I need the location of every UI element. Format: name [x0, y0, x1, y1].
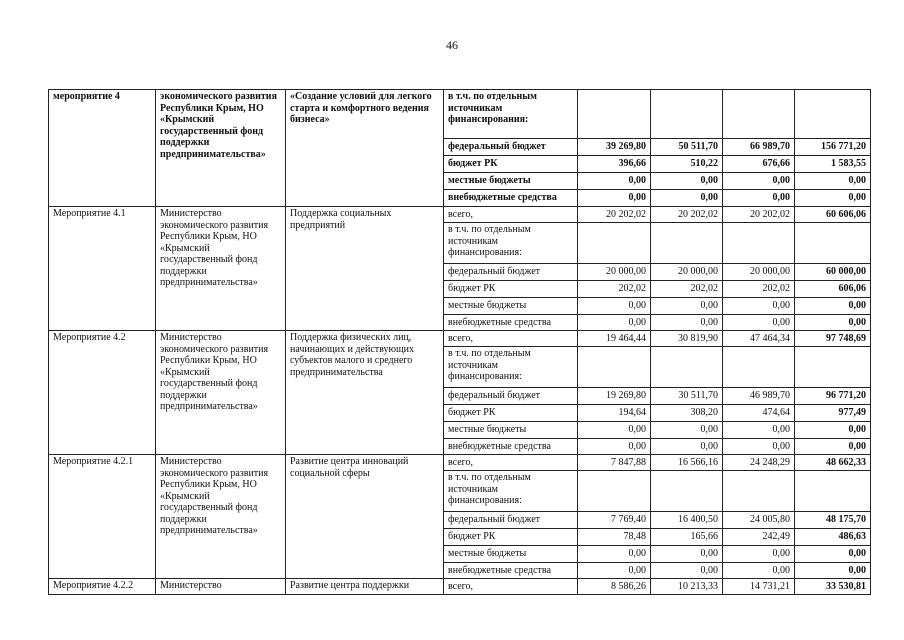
- year-value-cell: 202,02: [578, 281, 651, 298]
- year-value-cell: 194,64: [578, 405, 651, 422]
- year-value-cell: 0,00: [578, 439, 651, 455]
- year-value-cell: 30 819,90: [651, 331, 723, 347]
- total-value-cell: [795, 471, 871, 512]
- total-value-cell: 60 606,06: [795, 207, 871, 223]
- financing-table: [48, 89, 871, 595]
- year-value-cell: 0,00: [723, 563, 795, 579]
- year-value-cell: 0,00: [651, 298, 723, 315]
- year-value-cell: 39 269,80: [578, 139, 651, 156]
- year-value-cell: 7 769,40: [578, 512, 651, 529]
- year-value-cell: 0,00: [723, 422, 795, 439]
- description-cell: Поддержка социальных предприятий: [286, 207, 444, 331]
- year-value-cell: [651, 90, 723, 139]
- year-value-cell: 0,00: [578, 173, 651, 190]
- description-cell: Развитие центра поддержки: [286, 579, 444, 595]
- year-value-cell: 0,00: [578, 315, 651, 331]
- funding-source-cell: бюджет РК: [444, 405, 578, 422]
- year-value-cell: 20 000,00: [578, 264, 651, 281]
- funding-source-cell: федеральный бюджет: [444, 388, 578, 405]
- total-value-cell: 96 771,20: [795, 388, 871, 405]
- funding-source-cell: федеральный бюджет: [444, 139, 578, 156]
- year-value-cell: 0,00: [578, 546, 651, 563]
- funding-source-cell: местные бюджеты: [444, 298, 578, 315]
- year-value-cell: 20 000,00: [723, 264, 795, 281]
- total-value-cell: 156 771,20: [795, 139, 871, 156]
- year-value-cell: 10 213,33: [651, 579, 723, 595]
- year-value-cell: 0,00: [651, 563, 723, 579]
- funding-source-cell: внебюджетные средства: [444, 190, 578, 207]
- total-value-cell: 0,00: [795, 315, 871, 331]
- total-value-cell: 0,00: [795, 439, 871, 455]
- description-cell: Развитие центра инноваций социальной сферы: [286, 455, 444, 579]
- funding-source-cell: местные бюджеты: [444, 173, 578, 190]
- event-name-cell: Мероприятие 4.2.1: [49, 455, 156, 579]
- year-value-cell: 30 511,70: [651, 388, 723, 405]
- total-value-cell: 1 583,55: [795, 156, 871, 173]
- year-value-cell: 20 202,02: [578, 207, 651, 223]
- funding-source-cell: всего,: [444, 331, 578, 347]
- total-value-cell: 48 662,33: [795, 455, 871, 471]
- year-value-cell: 20 202,02: [723, 207, 795, 223]
- year-value-cell: [578, 347, 651, 388]
- year-value-cell: 202,02: [651, 281, 723, 298]
- year-value-cell: 0,00: [651, 546, 723, 563]
- year-value-cell: 19 269,80: [578, 388, 651, 405]
- year-value-cell: 474,64: [723, 405, 795, 422]
- year-value-cell: [651, 223, 723, 264]
- year-value-cell: 0,00: [578, 563, 651, 579]
- year-value-cell: 7 847,88: [578, 455, 651, 471]
- description-cell: Поддержка физических лиц, начинающих и действующих субъектов малого и среднего предпринимательства: [286, 331, 444, 455]
- year-value-cell: 0,00: [578, 190, 651, 207]
- year-value-cell: 47 464,34: [723, 331, 795, 347]
- year-value-cell: 24 248,29: [723, 455, 795, 471]
- funding-source-cell: внебюджетные средства: [444, 439, 578, 455]
- year-value-cell: 0,00: [723, 546, 795, 563]
- total-value-cell: 97 748,69: [795, 331, 871, 347]
- funding-source-cell: местные бюджеты: [444, 422, 578, 439]
- year-value-cell: [578, 471, 651, 512]
- funding-source-cell: в т.ч. по отдельным источникам финансирования:: [444, 90, 578, 139]
- year-value-cell: 202,02: [723, 281, 795, 298]
- total-value-cell: [795, 90, 871, 139]
- year-value-cell: 396,66: [578, 156, 651, 173]
- funding-source-cell: внебюджетные средства: [444, 315, 578, 331]
- funding-source-cell: федеральный бюджет: [444, 512, 578, 529]
- year-value-cell: 14 731,21: [723, 579, 795, 595]
- executor-cell: Министерство экономического развития Республики Крым, НО «Крымский государственный фонд поддержки предпринимательства»: [156, 331, 286, 455]
- event-name-cell: Мероприятие 4.1: [49, 207, 156, 331]
- year-value-cell: 8 586,26: [578, 579, 651, 595]
- year-value-cell: 78,48: [578, 529, 651, 546]
- year-value-cell: 24 005,80: [723, 512, 795, 529]
- year-value-cell: [651, 471, 723, 512]
- funding-source-cell: местные бюджеты: [444, 546, 578, 563]
- funding-source-cell: в т.ч. по отдельным источникам финансирования:: [444, 471, 578, 512]
- total-value-cell: 0,00: [795, 422, 871, 439]
- executor-cell: экономического развития Республики Крым, НО «Крымский государственный фонд поддержки предпринимательства»: [156, 90, 286, 207]
- year-value-cell: 510,22: [651, 156, 723, 173]
- total-value-cell: 977,49: [795, 405, 871, 422]
- funding-source-cell: бюджет РК: [444, 156, 578, 173]
- total-value-cell: 486,63: [795, 529, 871, 546]
- event-name-cell: Мероприятие 4.2: [49, 331, 156, 455]
- year-value-cell: 0,00: [651, 190, 723, 207]
- year-value-cell: 16 566,16: [651, 455, 723, 471]
- funding-source-cell: в т.ч. по отдельным источникам финансирования:: [444, 223, 578, 264]
- year-value-cell: 308,20: [651, 405, 723, 422]
- funding-source-cell: бюджет РК: [444, 529, 578, 546]
- total-value-cell: [795, 223, 871, 264]
- total-value-cell: 60 000,00: [795, 264, 871, 281]
- year-value-cell: [723, 471, 795, 512]
- year-value-cell: 20 202,02: [651, 207, 723, 223]
- year-value-cell: 66 989,70: [723, 139, 795, 156]
- year-value-cell: 0,00: [651, 439, 723, 455]
- year-value-cell: 50 511,70: [651, 139, 723, 156]
- year-value-cell: [723, 223, 795, 264]
- executor-cell: Министерство экономического развития Республики Крым, НО «Крымский государственный фонд поддержки предпринимательства»: [156, 455, 286, 579]
- total-value-cell: 0,00: [795, 546, 871, 563]
- event-name-cell: мероприятие 4: [49, 90, 156, 207]
- funding-source-cell: федеральный бюджет: [444, 264, 578, 281]
- year-value-cell: 0,00: [723, 190, 795, 207]
- funding-source-cell: всего,: [444, 207, 578, 223]
- year-value-cell: [651, 347, 723, 388]
- year-value-cell: [578, 90, 651, 139]
- year-value-cell: 0,00: [723, 298, 795, 315]
- year-value-cell: 242,49: [723, 529, 795, 546]
- year-value-cell: 20 000,00: [651, 264, 723, 281]
- year-value-cell: 0,00: [723, 439, 795, 455]
- total-value-cell: 0,00: [795, 190, 871, 207]
- year-value-cell: 0,00: [578, 298, 651, 315]
- year-value-cell: 16 400,50: [651, 512, 723, 529]
- year-value-cell: 165,66: [651, 529, 723, 546]
- table-row: [49, 331, 871, 347]
- table-row: [49, 579, 871, 595]
- total-value-cell: 606,06: [795, 281, 871, 298]
- executor-cell: Министерство экономического развития Республики Крым, НО «Крымский государственный фонд поддержки предпринимательства»: [156, 207, 286, 331]
- total-value-cell: 0,00: [795, 298, 871, 315]
- funding-source-cell: бюджет РК: [444, 281, 578, 298]
- year-value-cell: [578, 223, 651, 264]
- total-value-cell: [795, 347, 871, 388]
- page-number: 46: [446, 38, 458, 52]
- description-cell: «Создание условий для легкого старта и комфортного ведения бизнеса»: [286, 90, 444, 207]
- funding-source-cell: всего,: [444, 579, 578, 595]
- year-value-cell: 0,00: [651, 315, 723, 331]
- year-value-cell: 19 464,44: [578, 331, 651, 347]
- year-value-cell: 0,00: [651, 422, 723, 439]
- total-value-cell: 0,00: [795, 173, 871, 190]
- year-value-cell: [723, 90, 795, 139]
- year-value-cell: 0,00: [651, 173, 723, 190]
- year-value-cell: [723, 347, 795, 388]
- year-value-cell: 0,00: [578, 422, 651, 439]
- executor-cell: Министерство: [156, 579, 286, 595]
- year-value-cell: 676,66: [723, 156, 795, 173]
- table-row: [49, 207, 871, 223]
- funding-source-cell: в т.ч. по отдельным источникам финансирования:: [444, 347, 578, 388]
- year-value-cell: 46 989,70: [723, 388, 795, 405]
- funding-source-cell: всего,: [444, 455, 578, 471]
- year-value-cell: 0,00: [723, 315, 795, 331]
- event-name-cell: Мероприятие 4.2.2: [49, 579, 156, 595]
- total-value-cell: 33 530,81: [795, 579, 871, 595]
- funding-source-cell: внебюджетные средства: [444, 563, 578, 579]
- total-value-cell: 0,00: [795, 563, 871, 579]
- table-row: [49, 90, 871, 139]
- year-value-cell: 0,00: [723, 173, 795, 190]
- table-row: [49, 455, 871, 471]
- total-value-cell: 48 175,70: [795, 512, 871, 529]
